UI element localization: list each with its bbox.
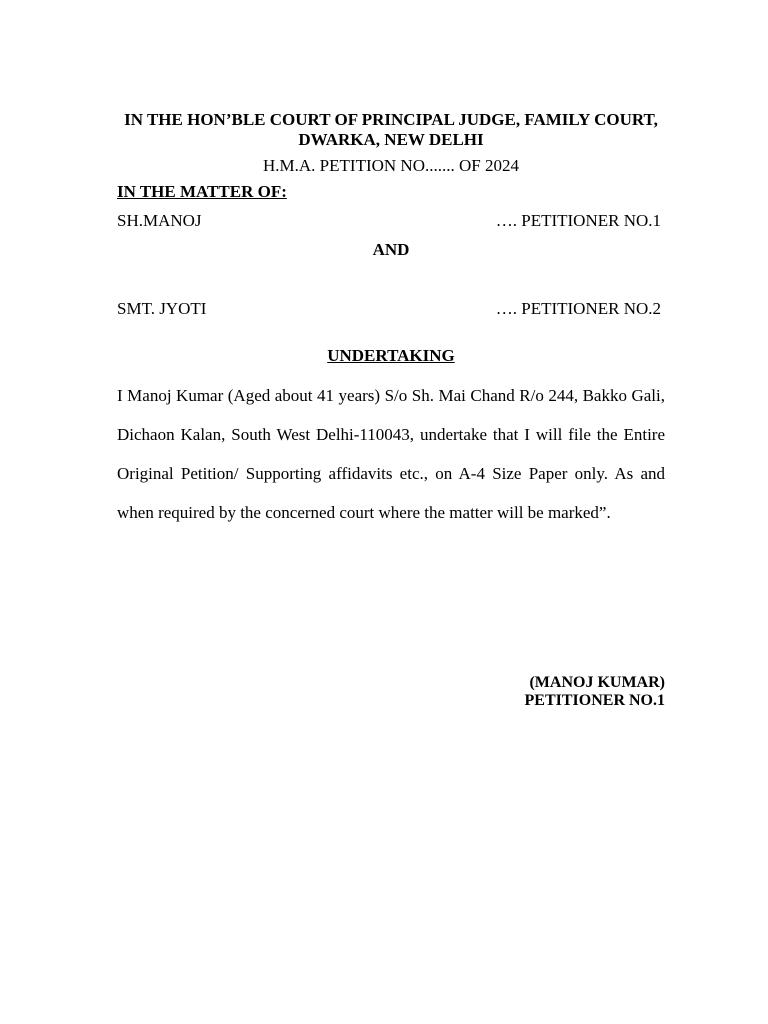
court-title: IN THE HON’BLE COURT OF PRINCIPAL JUDGE, FAMILY COURT, DWARKA, NEW DELHI: [124, 110, 658, 149]
signatory-name: (MANOJ KUMAR): [529, 674, 665, 691]
signature-block: [525, 674, 665, 710]
petition-number: H.M.A. PETITION NO....... OF 2024: [263, 156, 519, 175]
document-page: [117, 110, 665, 532]
undertaking-heading: UNDERTAKING: [327, 346, 455, 365]
party2-name: SMT. JYOTI: [117, 299, 207, 318]
party1-role: …. PETITIONER NO.1: [495, 211, 661, 230]
party-row-1: [117, 211, 665, 231]
party2-role: …. PETITIONER NO.2: [495, 299, 661, 318]
conjunction-and: AND: [372, 240, 410, 259]
matter-heading: IN THE MATTER OF:: [117, 182, 287, 201]
signatory-designation: PETITIONER NO.1: [524, 692, 665, 709]
party-row-2: [117, 299, 665, 319]
party1-name: SH.MANOJ: [117, 211, 202, 230]
undertaking-body: I Manoj Kumar (Aged about 41 years) S/o Sh. Mai Chand R/o 244, Bakko Gali, Dichaon Kalan, South West Delhi-110043, undertake that I will file the Entire Original Petition/ Supporting affidavits etc., on A-4 Size Paper only. As and when required by the concerned court where the matter will be marked”.: [117, 386, 665, 522]
